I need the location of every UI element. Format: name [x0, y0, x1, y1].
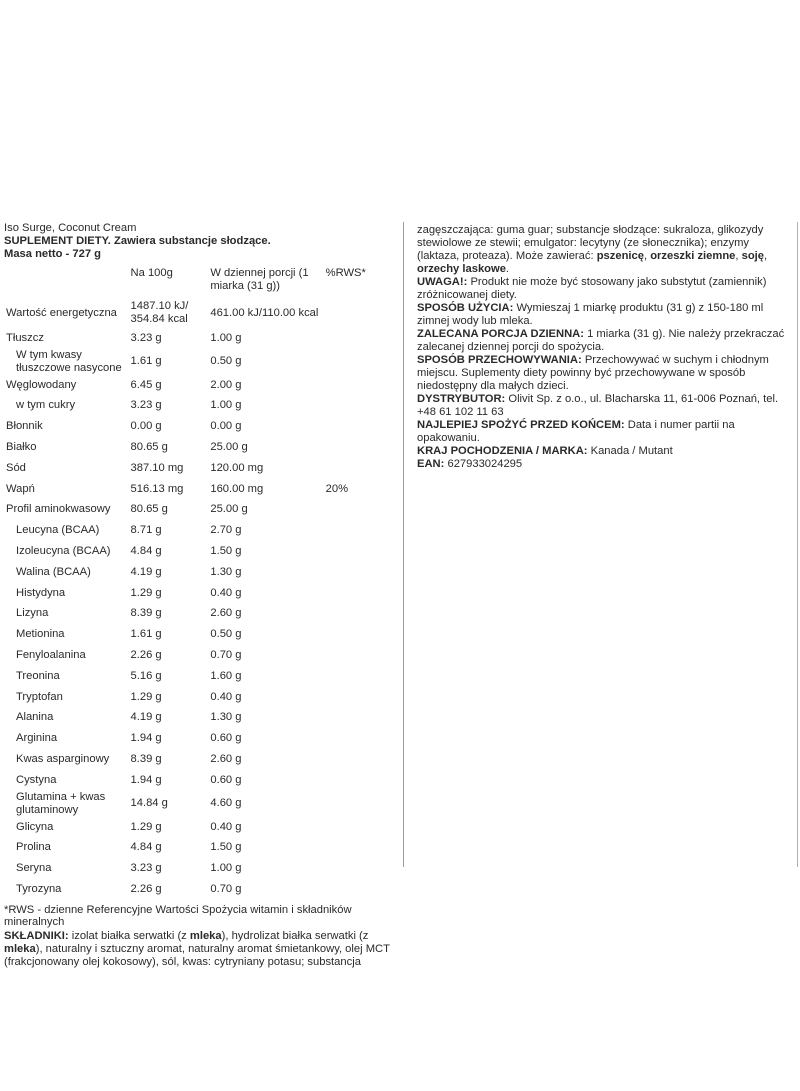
table-row [4, 687, 396, 708]
value-rws [326, 687, 396, 708]
storage-label: SPOSÓB PRZECHOWYWANIA: [417, 354, 582, 366]
warning [417, 276, 793, 302]
value-per-100g: 0.00 g [130, 420, 162, 433]
label-right-edge [797, 222, 798, 867]
value-per-100g: 8.71 g [130, 524, 162, 537]
allergen-peanuts: orzeszki ziemne [650, 250, 736, 262]
value-rws [326, 298, 396, 328]
value-rws [326, 458, 396, 479]
ean-text: 627933024295 [444, 458, 523, 470]
nutrient-name: Wartość energetyczna [6, 306, 117, 319]
value-per-100g: 387.10 mg [130, 461, 184, 474]
value-rws [326, 562, 396, 583]
value-rws [326, 645, 396, 666]
nutrient-name: Glicyna [16, 820, 54, 833]
column-divider [403, 222, 404, 867]
value-rws [326, 817, 396, 838]
nutrient-name: Arginina [16, 732, 58, 745]
left-column [4, 222, 396, 969]
value-per-portion: 0.00 g [210, 420, 242, 433]
end-1: . [505, 263, 510, 275]
value-per-portion: 0.40 g [210, 586, 242, 599]
nutrient-name: w tym cukry [16, 399, 76, 412]
value-rws [326, 604, 396, 625]
table-row [4, 858, 396, 879]
value-per-portion: 0.50 g [210, 628, 242, 641]
value-per-portion: 120.00 mg [210, 461, 264, 474]
value-per-100g: 1.61 g [130, 355, 162, 368]
nutrient-name: Walina (BCAA) [16, 565, 91, 578]
table-row [4, 349, 396, 375]
value-rws [326, 879, 396, 900]
nutrient-name: Alanina [16, 711, 54, 724]
value-per-portion: 0.40 g [210, 690, 242, 703]
nutrient-name: Kwas asparginowy [16, 753, 110, 766]
ingredients-allergen-1: mleka [189, 929, 222, 942]
value-per-100g: 4.19 g [130, 565, 162, 578]
value-per-portion: 0.70 g [210, 649, 242, 662]
value-rws [326, 838, 396, 859]
nutrient-name: W tym kwasy tłuszczowe nasycone [16, 348, 122, 374]
nutrient-name: Tłuszcz [6, 331, 44, 344]
table-row [4, 328, 396, 349]
value-per-100g: 4.84 g [130, 841, 162, 854]
value-per-portion: 1.00 g [210, 862, 242, 875]
nutrient-name: Metionina [16, 628, 65, 641]
value-per-100g: 5.16 g [130, 669, 162, 682]
table-row [4, 396, 396, 417]
value-per-100g: 1.29 g [130, 586, 162, 599]
value-per-portion: 2.00 g [210, 378, 242, 391]
nutrient-name: Seryna [16, 862, 52, 875]
product-name: Iso Surge, Coconut Cream [4, 222, 137, 234]
nutrient-name: Wapń [6, 482, 35, 495]
value-rws [326, 749, 396, 770]
table-row [4, 479, 396, 500]
table-row [4, 458, 396, 479]
best-before-text: Data i numer partii na opakowaniu. [417, 419, 735, 444]
nutrient-name: Tyrozyna [16, 883, 62, 896]
right-column [417, 224, 793, 471]
value-per-100g: 1.61 g [130, 628, 162, 641]
nutrient-name: Sód [6, 461, 26, 474]
nutrient-name: Prolina [16, 841, 51, 854]
nutrient-name: Lizyna [16, 607, 49, 620]
value-per-100g: 4.84 g [130, 545, 162, 558]
nutrient-name: Węglowodany [6, 378, 77, 391]
value-per-portion: 2.60 g [210, 753, 242, 766]
table-row [4, 879, 396, 900]
table-row [4, 666, 396, 687]
origin [417, 445, 793, 458]
storage [417, 354, 793, 393]
value-per-portion: 0.60 g [210, 773, 242, 786]
ingredients-label: SKŁADNIKI: [4, 929, 69, 942]
table-row [4, 437, 396, 458]
table-row [4, 791, 396, 817]
value-per-portion: 461.00 kJ/110.00 kcal [210, 306, 319, 319]
value-per-portion: 25.00 g [210, 441, 248, 454]
nutrient-name: Tryptofan [16, 690, 63, 703]
daily-dose [417, 328, 793, 354]
value-rws [326, 520, 396, 541]
daily-dose-label: ZALECANA PORCJA DZIENNA: [417, 328, 584, 340]
value-rws [326, 396, 396, 417]
rws-footnote: *RWS - dzienne Referencyjne Wartości Spożycia witamin i składników mineralnych [4, 903, 352, 928]
table-row [4, 416, 396, 437]
header-per-100g: Na 100g [130, 267, 173, 279]
value-rws: 20% [325, 482, 349, 495]
table-row [4, 583, 396, 604]
value-rws [326, 375, 396, 396]
value-per-100g: 8.39 g [130, 753, 162, 766]
value-per-100g: 1487.10 kJ/ 354.84 kcal [130, 300, 189, 325]
value-per-100g: 1.29 g [130, 820, 162, 833]
distributor-text: Olivit Sp. z o.o., ul. Blacharska 11, 61-006 Poznań, tel. +48 61 102 11 63 [417, 393, 779, 418]
nutrition-table [4, 265, 396, 900]
ingredients-continuation [417, 224, 793, 276]
sep-1: , [643, 250, 651, 262]
ingredients [4, 930, 396, 969]
value-per-portion: 160.00 mg [210, 482, 264, 495]
value-per-100g: 8.39 g [130, 607, 162, 620]
value-rws [326, 858, 396, 879]
value-rws [326, 437, 396, 458]
allergen-hazelnuts: orzechy laskowe [417, 263, 506, 275]
distributor [417, 393, 793, 419]
best-before-label: NAJLEPIEJ SPOŻYĆ PRZED KOŃCEM: [417, 419, 625, 431]
value-rws [326, 728, 396, 749]
value-rws [326, 708, 396, 729]
value-per-portion: 2.60 g [210, 607, 242, 620]
table-row [4, 624, 396, 645]
value-per-100g: 3.23 g [130, 331, 162, 344]
table-row [4, 749, 396, 770]
distributor-label: DYSTRYBUTOR: [417, 393, 506, 405]
value-per-100g: 4.19 g [130, 711, 162, 724]
value-per-portion: 4.60 g [210, 797, 242, 810]
nutrient-name: Histydyna [16, 586, 66, 599]
table-row [4, 375, 396, 396]
nutrient-name: Treonina [16, 669, 60, 682]
value-rws [326, 500, 396, 521]
value-per-100g: 3.23 g [130, 862, 162, 875]
table-row [4, 604, 396, 625]
header-portion: W dziennej porcji (1 miarka (31 g)) [210, 267, 309, 292]
value-per-100g: 3.23 g [130, 399, 162, 412]
supplement-line: SUPLEMENT DIETY. Zawiera substancje słodzące. [4, 235, 271, 247]
origin-label: KRAJ POCHODZENIA / MARKA: [417, 445, 588, 457]
value-per-portion: 1.50 g [210, 545, 242, 558]
value-per-100g: 1.29 g [130, 690, 162, 703]
ingredients-text-3: ), naturalny i sztuczny aromat, naturalny aromat śmietankowy, olej MCT (frakcjonowany olej kokosowy), sól, kwas: cytryniany potasu; substancja [4, 942, 390, 968]
header-empty-cell [4, 265, 131, 298]
value-per-portion: 1.60 g [210, 669, 242, 682]
ingredients-text-1: izolat białka serwatki (z [68, 929, 190, 942]
value-rws [326, 770, 396, 791]
label-sheet [0, 222, 800, 968]
allergen-soy: soję [741, 250, 764, 262]
value-rws [326, 666, 396, 687]
nutrient-name: Cystyna [16, 773, 57, 786]
value-per-portion: 2.70 g [210, 524, 242, 537]
usage-text: Wymieszaj 1 miarkę produktu (31 g) z 150-180 ml zimnej wody lub mleka. [417, 302, 764, 327]
value-per-portion: 0.50 g [210, 355, 242, 368]
allergen-wheat: pszenicę [596, 250, 644, 262]
ingredients-text-2: ), hydrolizat białka serwatki (z [221, 929, 369, 942]
table-header-row [4, 265, 396, 298]
table-row [4, 770, 396, 791]
value-per-portion: 1.00 g [210, 331, 242, 344]
table-row [4, 520, 396, 541]
table-row [4, 728, 396, 749]
value-per-portion: 1.00 g [210, 399, 242, 412]
value-per-100g: 80.65 g [130, 503, 168, 516]
value-per-portion: 25.00 g [210, 503, 248, 516]
value-per-portion: 0.40 g [210, 820, 242, 833]
value-per-100g: 516.13 mg [130, 482, 184, 495]
warning-label: UWAGA!: [417, 276, 468, 288]
best-before [417, 419, 793, 445]
table-row [4, 541, 396, 562]
table-row [4, 298, 396, 328]
ingredients-allergen-2: mleka [4, 942, 36, 955]
value-per-portion: 1.30 g [210, 711, 242, 724]
nutrient-name: Glutamina + kwas glutaminowy [16, 790, 106, 816]
value-rws [326, 416, 396, 437]
sep-2: , [735, 250, 742, 262]
value-per-portion: 0.60 g [210, 732, 242, 745]
ean [417, 458, 793, 471]
value-per-100g: 14.84 g [130, 797, 168, 810]
table-row [4, 500, 396, 521]
table-row [4, 708, 396, 729]
value-per-100g: 6.45 g [130, 378, 162, 391]
nutrient-name: Izoleucyna (BCAA) [16, 545, 111, 558]
value-rws [326, 583, 396, 604]
ean-label: EAN: [417, 458, 445, 470]
nutrient-name: Profil aminokwasowy [6, 503, 111, 516]
sep-3: , [763, 250, 768, 262]
value-per-100g: 80.65 g [130, 441, 168, 454]
table-row [4, 562, 396, 583]
origin-text: Kanada / Mutant [587, 445, 673, 457]
value-per-100g: 2.26 g [130, 649, 162, 662]
nutrient-name: Fenyloalanina [16, 649, 86, 662]
value-per-portion: 1.50 g [210, 841, 242, 854]
value-rws [326, 541, 396, 562]
usage-label: SPOSÓB UŻYCIA: [417, 302, 514, 314]
value-per-portion: 0.70 g [210, 883, 242, 896]
value-per-portion: 1.30 g [210, 565, 242, 578]
table-row [4, 838, 396, 859]
net-mass: Masa netto - 727 g [4, 248, 101, 260]
value-rws [326, 349, 396, 375]
warning-text: Produkt nie może być stosowany jako substytut (zamiennik) zróżnicowanej diety. [417, 276, 767, 301]
value-rws [326, 791, 396, 817]
value-per-100g: 2.26 g [130, 883, 162, 896]
nutrient-name: Leucyna (BCAA) [16, 524, 100, 537]
header-rws: %RWS* [325, 267, 366, 279]
daily-dose-text: 1 miarka (31 g). Nie należy przekraczać zalecanej dziennej porcji do spożycia. [417, 328, 785, 353]
table-row [4, 645, 396, 666]
storage-text: Przechowywać w suchym i chłodnym miejscu. Suplementy diety powinny być przechowywane w sposób niedostępny dla małych dzieci. [417, 354, 769, 392]
continuation-text: zagęszczająca: guma guar; substancje słodzące: sukraloza, glikozydy stewiolowe ze stewii; emulgator: lecytyny (ze słonecznika); enzymy (laktaza, proteaza). Może zawierać: [417, 224, 764, 262]
value-rws [326, 328, 396, 349]
value-per-100g: 1.94 g [130, 773, 162, 786]
nutrient-name: Błonnik [6, 420, 43, 433]
value-per-100g: 1.94 g [130, 732, 162, 745]
nutrient-name: Białko [6, 441, 37, 454]
table-row [4, 817, 396, 838]
value-rws [326, 624, 396, 645]
usage [417, 302, 793, 328]
